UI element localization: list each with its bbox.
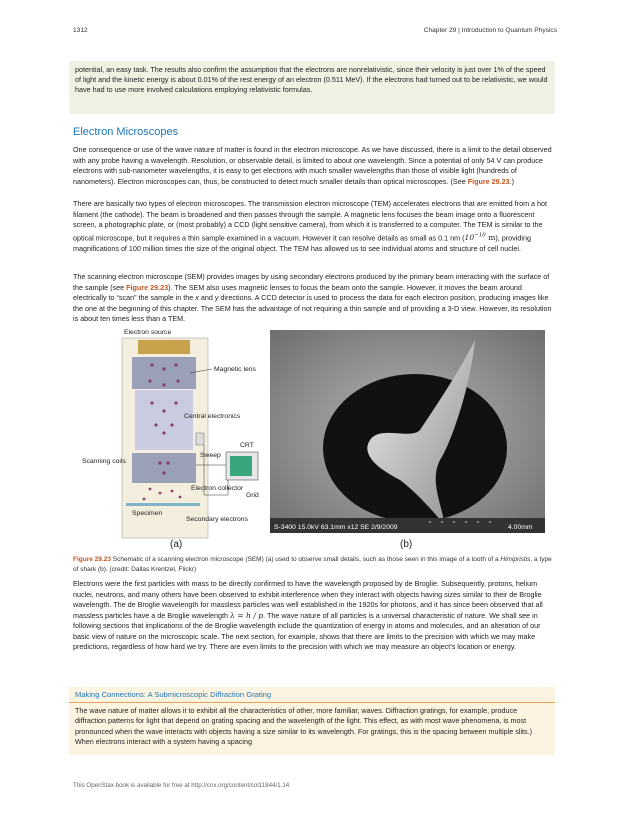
label-grid: Grid — [246, 492, 259, 499]
p1-end: .) — [509, 176, 515, 186]
figure-caption — [73, 555, 557, 574]
chapter-title: Chapter 29 | Introduction to Quantum Physics — [423, 27, 557, 34]
label-secondary-electrons: Secondary electrons — [186, 516, 248, 523]
paragraph-1 — [73, 145, 557, 187]
intro-text: potential, an easy task. The results also confirm the assumption that the electrons are nonrelativistic, since their velocity is just over 1% of the speed of light and the kinetic energy is about 0.01% of the rest energy of an electron (0.511 MeV). If the electrons had turned out to be relativistic, we would have had to use more involved calculations employing relativistic formulas. — [75, 65, 548, 95]
photo-scale: 4.00mm — [508, 524, 533, 531]
shark-tooth-image — [270, 330, 545, 533]
caption-text: Schematic of a scanning electron microscope (SEM) (a) used to observe small details, such as those seen in this image of a tooth of a — [110, 556, 501, 563]
sem-schematic-diagram — [80, 325, 270, 555]
scanning-coils-block — [132, 453, 196, 483]
math-unit: m — [485, 233, 496, 243]
subfigure-label-a: (a) — [170, 539, 183, 550]
label-sweep: Sweep — [200, 452, 221, 459]
chapter-name: Introduction to Quantum Physics — [461, 27, 557, 34]
chapter-number: Chapter 29 — [423, 27, 457, 34]
p3-text: The scanning electron microscope (SEM) provides images by using secondary electrons produced by the primary beam interacting with the surface of the sample (see — [73, 272, 550, 292]
page-header — [73, 27, 557, 37]
label-specimen: Specimen — [132, 510, 163, 517]
p2-end: ), providing magnifications of 100 million times the size of the original object. The TEM has allowed us to see individual atoms and structure of cell nuclei. — [73, 233, 531, 253]
label-electron-collector: Electron collector — [191, 485, 244, 492]
subfigure-label-b: (b) — [400, 539, 413, 550]
p3-and: and — [198, 293, 215, 302]
divider — [69, 702, 555, 703]
label-magnetic-lens: Magnetic lens — [214, 366, 256, 373]
math-expression — [465, 233, 496, 242]
column-middle — [135, 390, 193, 450]
p4-end: . The wave nature of all particles is a universal characteristic of nature. We shall see in following sections that implications of the de Broglie wavelength include the quantization of energy in atoms and molecules, and an alteration of our basic view of nature on the microscopic scale. The next section, for example, shows that there are limits to the precision with which we may make predictions, regardless of how hard we try. There are even limits to the precision with which we may measure an object’s location or energy. — [73, 610, 541, 651]
p4-text: Electrons were the first particles with mass to be directly confirmed to have the wavelength proposed by de Broglie. Subsequently, protons, helium nuclei, neutrons, and many others have been observed to exhibit interference when they interact with objects having sizes similar to their de Broglie wavelength. The de Broglie wavelength for massless particles was well established in the 1920s for photons, and it has since been observed that all massless particles have a de Broglie wavelength — [73, 579, 543, 620]
caption-label: Figure 29.23 — [73, 556, 111, 563]
de-broglie-equation: λ = h / p — [230, 610, 264, 620]
math-base: 10 — [464, 233, 475, 243]
section-title: Electron Microscopes — [73, 126, 179, 138]
p3-x: x — [195, 293, 199, 302]
caption-end: , a type of shark (b). (credit: Dallas Krentzel, Flickr) — [73, 556, 552, 573]
crt-screen — [230, 456, 252, 476]
caption-species: Himipristis — [500, 556, 531, 563]
label-scanning-coils: Scanning coils — [82, 458, 126, 465]
p2-text: There are basically two types of electron microscopes. The transmission electron microscope (TEM) accelerates electrons that are emitted from a hot filament (the cathode). The beam is broadened and then passes through the sample. A magnetic lens focuses the beam image onto a fluorescent screen, a photographic plate, or (most probably) a CCD (light sensitive camera), from which it is transferred to a computer. The TEM is similar to the optical microscope, but it requires a thin sample examined in a vacuum. However it can resolve details as small as 0.1 nm ( — [73, 199, 548, 243]
electronics-box — [196, 433, 204, 445]
math-exponent: −10 — [474, 232, 486, 239]
intro-box — [69, 61, 555, 114]
p3-text-2: ). The SEM also uses magnetic lenses to focus the beam onto the sample. However, it moves the beam around electrically to “scan” the sample in the — [73, 282, 522, 302]
paragraph-2 — [73, 199, 557, 254]
figure-link[interactable]: Figure 29.23 — [126, 282, 169, 292]
page-footer: This OpenStax book is available for free at http://cnx.org/content/col11844/1.14 — [73, 782, 290, 789]
paragraph-4 — [73, 579, 557, 653]
making-connections-box — [69, 687, 555, 755]
p3-end: directions. A CCD detector is used to process the data for each electron position, producing images like the one at the beginning of this chapter. The SEM has the advantage of not requiring a thin sample and of providing a 3-D view. However, its resolution is about ten times less than a TEM. — [73, 293, 552, 323]
page-number: 1312 — [73, 27, 88, 34]
sem-photo — [270, 330, 545, 533]
p3-y: y — [214, 293, 219, 302]
label-crt: CRT — [240, 442, 254, 449]
figure-link[interactable]: Figure 29.23 — [467, 176, 510, 186]
paragraph-3 — [73, 272, 557, 325]
specimen-plate — [126, 503, 200, 506]
electron-gun — [138, 340, 190, 354]
p1-text: One consequence or use of the wave nature of matter is found in the electron microscope. As we have discussed, there is a limit to the detail observed with any probe having a wavelength. Resolution, or observable detail, is limited to about one wavelength. Since a potential of only 54 V can produce electrons with sub-nanometer wavelengths, it is easy to get electrons with much smaller wavelengths than those of visible light (hundreds of nanometers). Electron microscopes can, thus, be constructed to detect much smaller details than optical microscopes. (See — [73, 145, 552, 186]
photo-metadata: S-3400 15.0kV 63.1mm x12 SE 2/9/2009 — [274, 524, 398, 531]
label-central-electronics: Central electronics — [184, 413, 241, 420]
making-connections-title: Making Connections: A Submicroscopic Diffraction Grating — [75, 690, 272, 699]
making-connections-text: The wave nature of matter allows it to exhibit all the characteristics of other, more familiar, waves. Diffraction gratings, for example, produce diffraction patterns for light that depend on grating spacing and the wavelength of the light. This effect, as with most wave phenomena, is most pronounced when the wave interacts with objects having a size similar to its wavelength. For gratings, this is the spacing between multiple slits.) When electrons interact with a system having a spacing — [75, 706, 533, 747]
label-electron-source: Electron source — [124, 329, 172, 336]
